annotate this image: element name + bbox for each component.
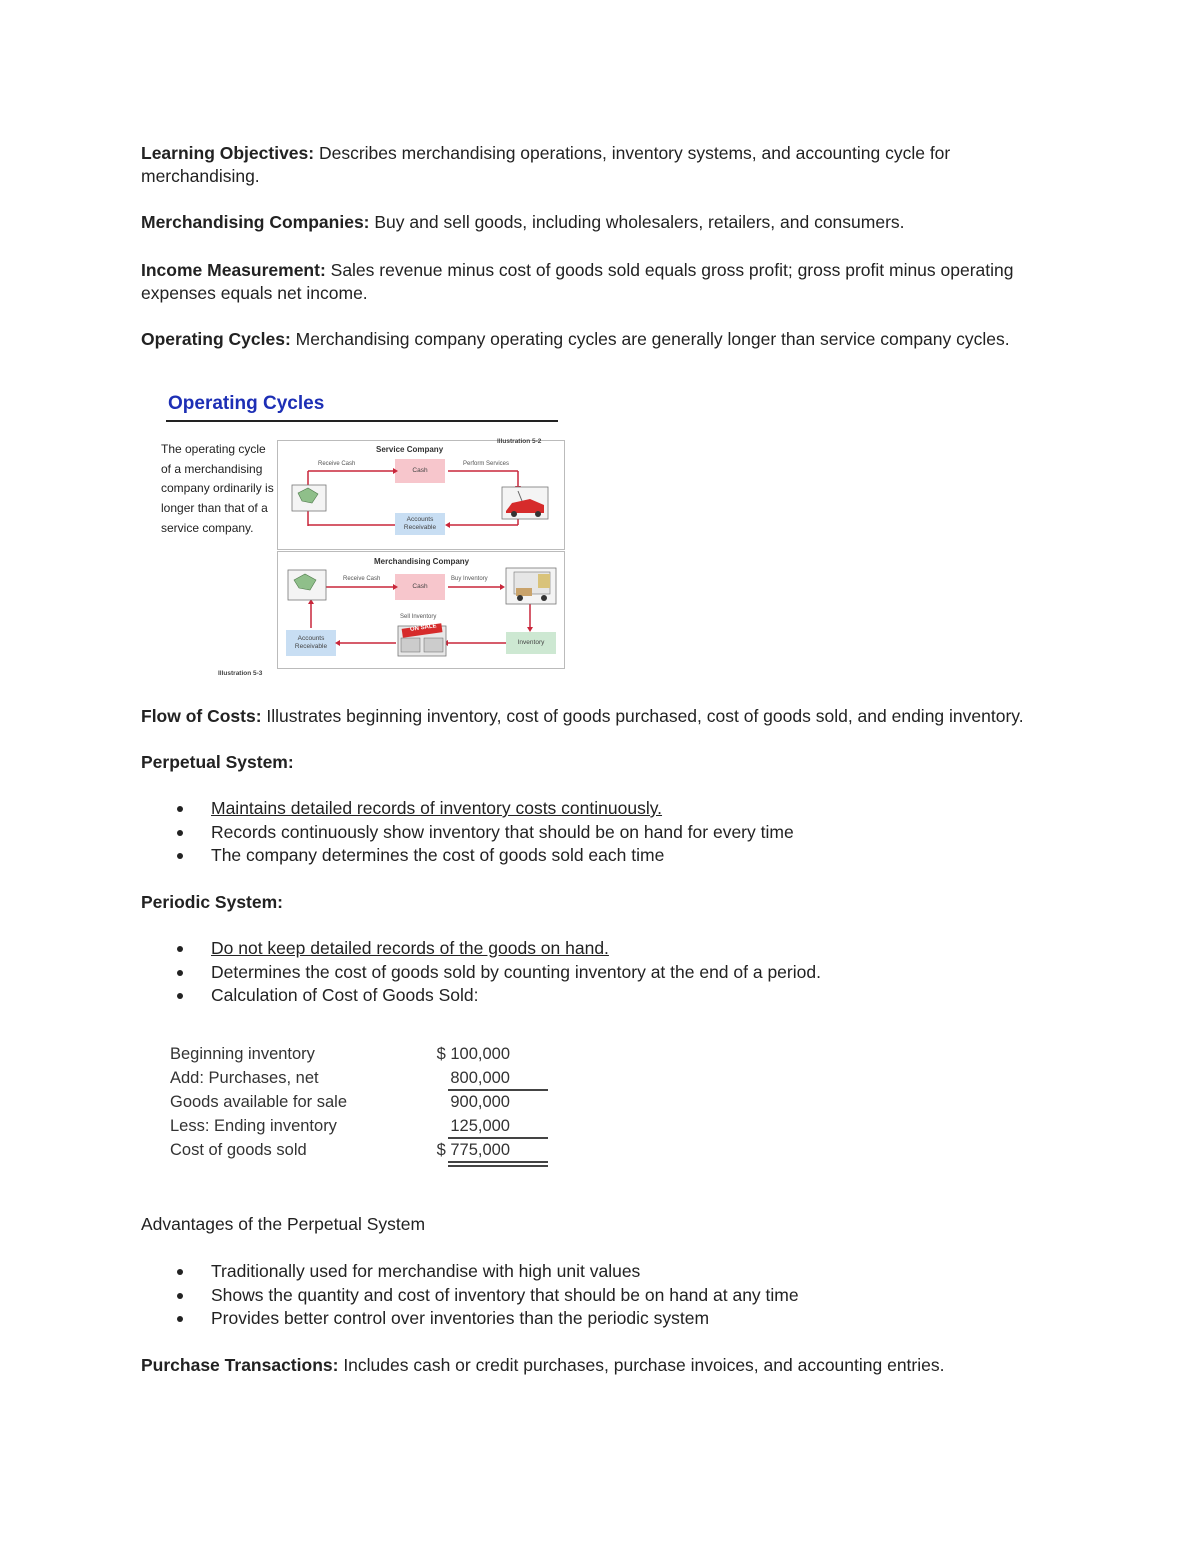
car-icon xyxy=(502,487,548,519)
learning-objectives-label: Learning Objectives: xyxy=(141,143,315,163)
periodic-system-heading: Periodic System: xyxy=(141,892,283,912)
service-company-panel xyxy=(277,440,565,550)
list-item: Calculation of Cost of Goods Sold: xyxy=(141,984,821,1008)
total-double-rule xyxy=(448,1161,548,1163)
money-icon xyxy=(292,485,326,511)
illustration-label-bottom: Illustration 5-3 xyxy=(218,670,263,677)
advantages-heading: Advantages of the Perpetual System xyxy=(141,1214,426,1234)
list-item: Do not keep detailed records of the goods on hand. xyxy=(141,937,821,961)
table-row: Beginning inventory $ 100,000 xyxy=(170,1045,510,1063)
service-perform-services-label: Perform Services xyxy=(463,461,510,467)
bullet-icon xyxy=(177,1269,183,1275)
operating-cycles-text: Merchandising company operating cycles are generally longer than service company cycles. xyxy=(290,329,1010,349)
bullet-icon xyxy=(177,806,183,812)
merch-ar-box: Accounts Receivable xyxy=(286,630,336,656)
income-measurement-text: Sales revenue minus cost of goods sold equals gross profit; gross profit minus operating expenses equals net income. xyxy=(141,260,1014,303)
merch-companies-text: Buy and sell goods, including wholesalers, retailers, and consumers. xyxy=(369,212,905,232)
list-item: Determines the cost of goods sold by counting inventory at the end of a period. xyxy=(141,961,821,985)
table-row: Cost of goods sold $ 775,000 xyxy=(170,1141,510,1159)
operating-cycles-label: Operating Cycles: xyxy=(141,329,291,349)
periodic-system-list xyxy=(141,937,821,1008)
bullet-icon xyxy=(177,830,183,836)
perpetual-system-heading: Perpetual System: xyxy=(141,752,294,772)
list-item: Maintains detailed records of inventory costs continuously. xyxy=(141,797,794,821)
illustration-label-top: Illustration 5-2 xyxy=(497,438,542,445)
learning-objectives-text: Describes merchandising operations, inventory systems, and accounting cycle for merchandising. xyxy=(141,143,951,186)
table-row: Less: Ending inventory 125,000 xyxy=(170,1117,510,1135)
total-double-rule xyxy=(448,1165,548,1167)
table-row: Add: Purchases, net 800,000 xyxy=(170,1069,510,1087)
merch-cash-box: Cash xyxy=(395,574,445,600)
figure-title-rule xyxy=(166,420,558,422)
flow-of-costs-label: Flow of Costs: xyxy=(141,706,262,726)
bullet-icon xyxy=(177,1316,183,1322)
subtotal-rule xyxy=(448,1137,548,1139)
merch-companies-label: Merchandising Companies: xyxy=(141,212,370,232)
merchandising-company-title: Merchandising Company xyxy=(374,557,470,566)
merchandising-company-panel xyxy=(277,551,565,669)
list-item: Shows the quantity and cost of inventory that should be on hand at any time xyxy=(141,1284,799,1308)
figure-title: Operating Cycles xyxy=(168,393,325,414)
truck-icon xyxy=(506,568,556,604)
operating-cycles-paragraph xyxy=(141,328,1041,351)
merch-companies-paragraph xyxy=(141,211,1041,234)
merch-sell-inventory-label: Sell Inventory xyxy=(400,614,437,620)
flow-of-costs-paragraph xyxy=(141,705,1041,728)
list-item: Traditionally used for merchandise with high unit values xyxy=(141,1260,799,1284)
list-item: The company determines the cost of goods sold each time xyxy=(141,844,794,868)
operating-cycles-figure xyxy=(160,390,570,680)
flow-of-costs-text: Illustrates beginning inventory, cost of goods purchased, cost of goods sold, and ending inventory. xyxy=(261,706,1024,726)
bullet-icon xyxy=(177,970,183,976)
service-cycle-arrows xyxy=(278,441,564,549)
service-receive-cash-label: Receive Cash xyxy=(318,461,356,467)
purchase-transactions-text: Includes cash or credit purchases, purchase invoices, and accounting entries. xyxy=(338,1355,945,1375)
list-item: Provides better control over inventories than the periodic system xyxy=(141,1307,799,1331)
income-measurement-paragraph xyxy=(141,259,1041,305)
figure-caption: The operating cycle of a merchandising company ordinarily is longer than that of a service company. xyxy=(161,442,274,535)
bullet-icon xyxy=(177,1293,183,1299)
learning-objectives-paragraph xyxy=(141,142,1041,188)
merchandising-cycle-arrows xyxy=(278,552,564,668)
service-cash-box: Cash xyxy=(395,459,445,483)
income-measurement-label: Income Measurement: xyxy=(141,260,326,280)
purchase-transactions-label: Purchase Transactions: xyxy=(141,1355,339,1375)
subtotal-rule xyxy=(448,1089,548,1091)
bullet-icon xyxy=(177,853,183,859)
service-company-title: Service Company xyxy=(376,445,444,454)
merch-buy-inventory-label: Buy Inventory xyxy=(451,576,488,582)
perpetual-system-list xyxy=(141,797,794,868)
on-sale-sign-text: ON SALE xyxy=(409,623,437,633)
table-row: Goods available for sale 900,000 xyxy=(170,1093,510,1111)
bullet-icon xyxy=(177,946,183,952)
list-item: Records continuously show inventory that should be on hand for every time xyxy=(141,821,794,845)
merch-inventory-box: Inventory xyxy=(506,632,556,654)
bullet-icon xyxy=(177,993,183,999)
advantages-list xyxy=(141,1260,799,1331)
purchase-transactions-paragraph xyxy=(141,1354,1041,1377)
money-icon xyxy=(288,570,326,600)
merch-receive-cash-label: Receive Cash xyxy=(343,576,381,582)
service-ar-box: Accounts Receivable xyxy=(395,513,445,535)
